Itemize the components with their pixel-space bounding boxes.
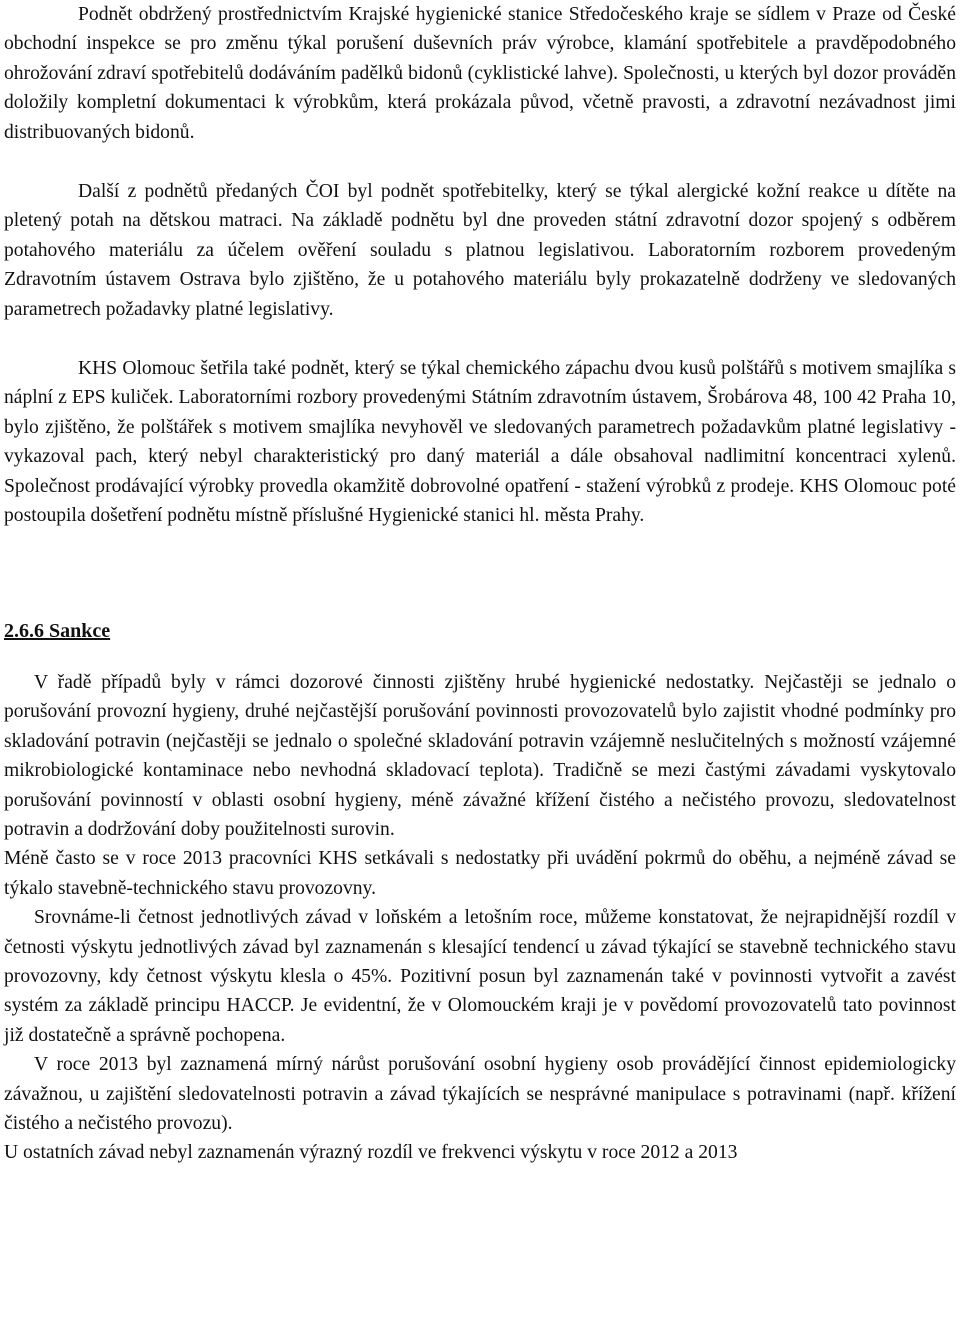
paragraph-narust: V roce 2013 byl zaznamená mírný nárůst porušování osobní hygieny osob provádějící činnost epidemiologicky závažnou, u zajištění sledovatelnosti potravin a závad týkajících se nesprávné manipulace s potravinami (např. křížení čistého a nečistého provozu). bbox=[4, 1054, 956, 1134]
paragraph-mene-casto: Méně často se v roce 2013 pracovníci KHS setkávali s nedostatky při uvádění pokrmů do oběhu, a nejméně závad se týkalo stavebně-technického stavu provozovny. bbox=[4, 848, 956, 899]
section-heading-sankce: 2.6.6 Sankce bbox=[4, 619, 111, 642]
paragraph-nedostatky: V řadě případů byly v rámci dozorové činnosti zjištěny hrubé hygienické nedostatky. Nejčastěji se jednalo o porušování provozní hygieny, druhé nejčastější porušování povinnosti provozovatelů bylo zajistit vhodné podmínky pro skladování potravin (nejčastěji se jednalo o společné skladování potravin vzájemně neslučitelných s možností vzájemné mikrobiologické kontaminace nebo nevhodná skladovací teplota). Tradičně se mezi častými závadami vyskytovalo porušování povinností v oblasti osobní hygieny, méně závažné křížení čistého a nečistého provozu, sledovatelnost potravin a dodržování doby použitelnosti surovin. bbox=[4, 671, 956, 840]
paragraph-matrace: Další z podnětů předaných ČOI byl podnět spotřebitelky, který se týkal alergické kožní reakce u dítěte na pletený potah na dětskou matraci. Na základě podnětu byl dne proveden státní zdravotní dozor spojený s odběrem potahového materiálu za účelem ověření souladu s platnou legislativou. Laboratorním rozborem provedeným Zdravotním ústavem Ostrava bylo zjištěno, že u potahového materiálu byly prokazatelně dodrženy ve sledovaných parametrech požadavky platné legislativy. bbox=[4, 181, 956, 320]
paragraph-bidony: Podnět obdržený prostřednictvím Krajské hygienické stanice Středočeského kraje se sídlem v Praze od České obchodní inspekce se pro změnu týkal porušení duševních práv výrobce, klamání spotřebitele a pravděpodobného ohrožování zdraví spotřebitelů dodáváním padělků bidonů (cyklistické lahve). Společnosti, u kterých byl dozor prováděn doložily kompletní dokumentaci k výrobkům, která prokázala původ, včetně pravosti, a zdravotní nezávadnost jimi distribuovaných bidonů. bbox=[4, 4, 956, 143]
document-page bbox=[4, 0, 956, 1168]
paragraph-ostatni-zavady: U ostatních závad nebyl zaznamenán výrazný rozdíl ve frekvenci výskytu v roce 2012 a 2013 bbox=[4, 1142, 738, 1164]
paragraph-polstare: KHS Olomouc šetřila také podnět, který se týkal chemického zápachu dvou kusů polštářů s motivem smajlíka s náplní z EPS kuliček. Laboratorními rozbory provedenými Státním zdravotním ústavem, Šrobárova 48, 100 42 Praha 10, bylo zjištěno, že polštářek s motivem smajlíka nevyhověl ve sledovaných parametrech požadavkům platné legislativy - vykazoval pach, který nebyl charakteristický pro daný materiál a dále obsahoval nadlimitní koncentraci xylenů. Společnost prodávající výrobky provedla okamžitě dobrovolné opatření - stažení výrobků z prodeje. KHS Olomouc poté postoupila došetření podnětu místně příslušné Hygienické stanici hl. města Prahy. bbox=[4, 358, 956, 527]
paragraph-srovnani: Srovnáme-li četnost jednotlivých závad v loňském a letošním roce, můžeme konstatovat, že nejrapidnější rozdíl v četnosti výskytu jednotlivých závad byl zaznamenán s klesající tendencí u závad týkající se stavebně technického stavu provozovny, kdy četnost výskytu klesla o 45%. Pozitivní posun byl zaznamenán také v povinnosti vytvořit a zavést systém za základě principu HACCP. Je evidentní, že v Olomouckém kraji je v povědomí provozovatelů tato povinnost již dostatečně a správně pochopena. bbox=[4, 907, 956, 1046]
